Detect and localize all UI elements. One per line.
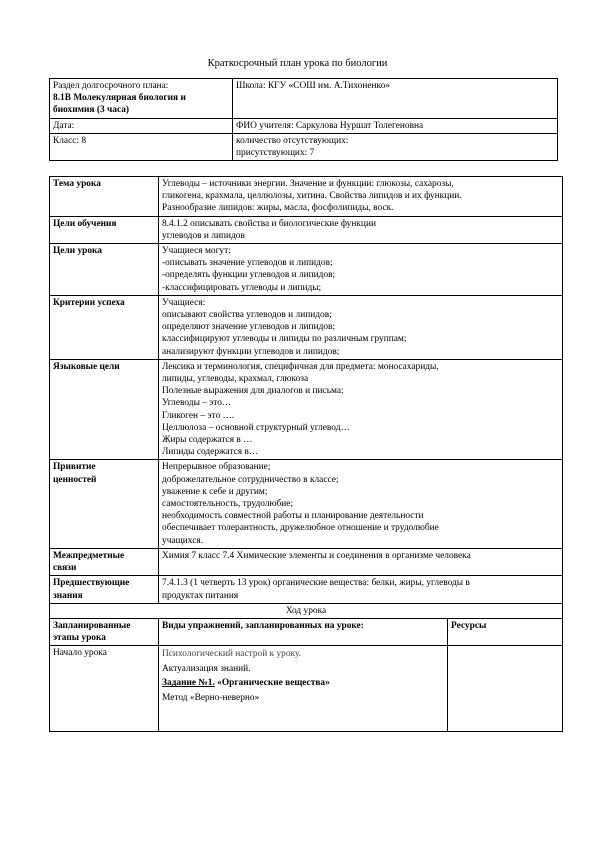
language-goals-row bbox=[50, 359, 563, 460]
language-line: Полезные выражения для диалогов и письма: bbox=[162, 386, 344, 397]
values-label-line: ценностей bbox=[53, 474, 97, 485]
lesson-start-resources bbox=[448, 646, 563, 732]
values-row bbox=[50, 460, 563, 548]
values-line: самостоятельность, трудолюбие; bbox=[162, 499, 294, 510]
learning-goals-value bbox=[159, 216, 563, 243]
course-header: Ход урока bbox=[50, 603, 563, 618]
criteria-line: Учащиеся: bbox=[162, 297, 206, 308]
cross-label-line: Межпредметные bbox=[53, 550, 125, 561]
language-line: Липиды содержатся в… bbox=[162, 447, 259, 458]
course-header-row bbox=[50, 603, 563, 618]
language-line: Жиры содержатся в … bbox=[162, 435, 253, 446]
prior-line: 7.4.1.3 (1 четверть 13 урок) органические вещества: белки, жиры, углеводы в bbox=[162, 578, 470, 589]
learning-goal-line: 8.4.1.2 описывать свойства и биологические функции bbox=[162, 218, 376, 229]
section-cell bbox=[50, 79, 233, 119]
language-goals-label: Языковые цели bbox=[50, 359, 159, 460]
values-label-line: Привитие bbox=[53, 462, 96, 473]
lesson-goals-row bbox=[50, 244, 563, 296]
values-line: Непрерывное образование; bbox=[162, 462, 271, 473]
prior-label-line: знания bbox=[53, 590, 83, 601]
learning-goals-row bbox=[50, 216, 563, 243]
psych-setup: Психологический настрой к уроку. bbox=[162, 649, 302, 660]
criteria-line: классифицируют углеводы и липиды по различным группам; bbox=[162, 334, 407, 345]
school-cell: Школа: КГУ «СОШ им. А.Тихоненко» bbox=[233, 79, 558, 119]
language-line: Лексика и терминология, специфичная для предмета: моносахариды, bbox=[162, 361, 439, 372]
topic-line: Разнообразие липидов: жиры, масла, фосфолипиды, воск. bbox=[162, 203, 394, 214]
values-line: учащихся. bbox=[162, 535, 204, 546]
lesson-goals-value bbox=[159, 244, 563, 296]
values-line: необходимость совместной работы и планирование деятельности bbox=[162, 511, 424, 522]
lesson-start-label: Начало урока bbox=[50, 646, 159, 732]
criteria-line: описывают свойства углеводов и липидов; bbox=[162, 310, 332, 321]
header-table bbox=[49, 78, 558, 161]
topic-row bbox=[50, 177, 563, 217]
topic-value bbox=[159, 177, 563, 217]
date-cell: Дата: bbox=[50, 118, 233, 133]
criteria-value bbox=[159, 295, 563, 359]
cross-curricular-label bbox=[50, 548, 159, 575]
lesson-start-activities bbox=[159, 646, 448, 732]
learning-goal-line: углеводов и липидов bbox=[162, 230, 245, 241]
cross-curricular-value: Химия 7 класс 7.4 Химические элементы и соединения в организме человека bbox=[159, 548, 563, 575]
stages-column-header bbox=[50, 618, 159, 645]
prior-knowledge-value bbox=[159, 576, 563, 603]
document-title: Краткосрочный план урока по биологии bbox=[207, 58, 388, 69]
task-1 bbox=[162, 676, 444, 691]
topic-label: Тема урока bbox=[50, 177, 159, 217]
lesson-goals-label: Цели урока bbox=[50, 244, 159, 296]
class-cell: Класс: 8 bbox=[50, 133, 233, 160]
columns-header-row bbox=[50, 618, 563, 645]
resources-column-header: Ресурсы bbox=[448, 618, 563, 645]
cross-curricular-row bbox=[50, 548, 563, 575]
prior-knowledge-label bbox=[50, 576, 159, 603]
criteria-row bbox=[50, 295, 563, 359]
method: Метод «Верно-неверно» bbox=[162, 692, 260, 703]
lesson-plan-table bbox=[49, 176, 563, 732]
task-1-title: «Органические вещества» bbox=[214, 678, 330, 689]
prior-knowledge-row bbox=[50, 576, 563, 603]
stages-header-line: этапы урока bbox=[53, 633, 106, 644]
values-value bbox=[159, 460, 563, 548]
absent-count: количество отсутствующих: bbox=[236, 135, 349, 146]
section-label: Раздел долгосрочного плана: bbox=[53, 81, 169, 91]
present-count: присутствующих: 7 bbox=[236, 148, 315, 159]
criteria-label: Критерии успеха bbox=[50, 295, 159, 359]
learning-goals-label: Цели обучения bbox=[50, 216, 159, 243]
attendance-cell bbox=[233, 133, 558, 160]
language-line: Углеводы – это… bbox=[162, 398, 232, 409]
lesson-goal-line: -классифицировать углеводы и липиды; bbox=[162, 282, 322, 293]
task-1-label: Задание №1. bbox=[162, 678, 215, 689]
language-goals-value bbox=[159, 359, 563, 460]
topic-line: гликогена, крахмала, целлюлозы, хитина. Свойства липидов и их функции. bbox=[162, 191, 462, 202]
language-line: липиды, углеводы, крахмал, глюкоза bbox=[162, 374, 309, 385]
knowledge-update: Актуализация знаний. bbox=[162, 663, 251, 674]
topic-line: Углеводы – источники энергии. Значение и функции: глюкозы, сахарозы, bbox=[162, 179, 454, 189]
criteria-line: анализируют функции углеводов и липидов; bbox=[162, 346, 340, 357]
values-label bbox=[50, 460, 159, 548]
language-line: Гликоген – это …. bbox=[162, 410, 235, 421]
stages-header-line: Запланированные bbox=[53, 620, 131, 631]
activities-column-header: Виды упражнений, запланированных на уроке: bbox=[159, 618, 448, 645]
values-line: обеспечивает толерантность, дружелюбное отношение и трудолюбие bbox=[162, 523, 439, 534]
lesson-goal-line: Учащиеся могут: bbox=[162, 246, 231, 257]
prior-line: продуктах питания bbox=[162, 590, 239, 601]
section-value: 8.1В Молекулярная биология и биохимия (3 часа) bbox=[53, 93, 186, 116]
values-line: доброжелательное сотрудничество в классе; bbox=[162, 474, 339, 485]
cross-label-line: связи bbox=[53, 563, 77, 574]
lesson-start-row bbox=[50, 646, 563, 732]
criteria-line: определяют значение углеводов и липидов; bbox=[162, 322, 336, 333]
values-line: уважение к себе и другим; bbox=[162, 486, 268, 497]
lesson-goal-line: -описывать значение углеводов и липидов; bbox=[162, 258, 333, 269]
teacher-cell: ФИО учителя: Саркулова Нуршат Толегеновна bbox=[233, 118, 558, 133]
lesson-goal-line: -определять функции углеводов и липидов; bbox=[162, 270, 336, 281]
language-line: Целлюлоза – основной структурный углевод… bbox=[162, 422, 350, 433]
prior-label-line: Предшествующие bbox=[53, 578, 130, 589]
